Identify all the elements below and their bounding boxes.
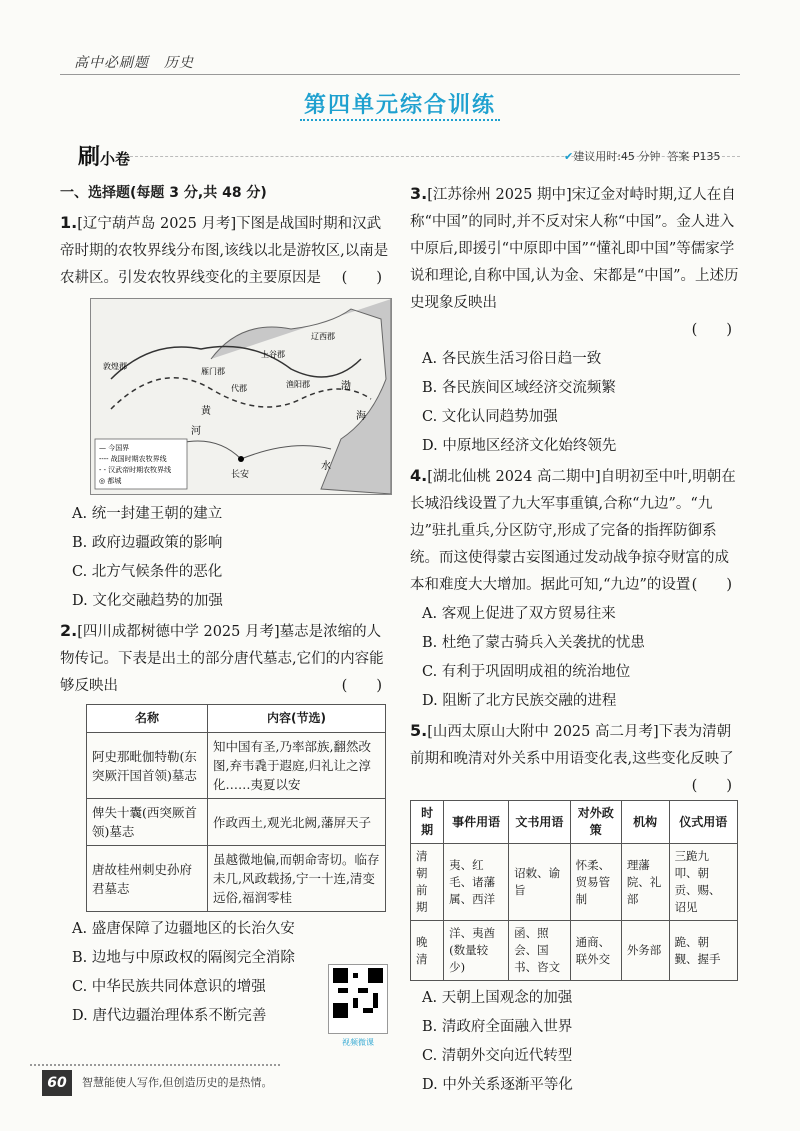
answer-blank[interactable]: ( ) (341, 678, 382, 694)
question-1 (60, 209, 390, 292)
table-cell: 清朝前期 (411, 844, 444, 921)
question-number: 1. (60, 213, 78, 232)
map-label: 代郡 (231, 384, 247, 393)
map-label: 辽西郡 (311, 332, 335, 341)
option-a[interactable]: A. 各民族生活习俗日趋一致 (422, 351, 602, 367)
sea-region (211, 299, 391, 494)
table-cell: 跪、朝觐、握手 (669, 921, 737, 981)
question-text: [湖北仙桃 2024 高二期中]自明初至中叶,明朝在长城沿线设置了九大军事重镇,合称“九边”。“九边”驻扎重兵,分区防守,形成了完备的指挥防御系统。而这使得蒙古妄图通过发动战争掠夺财富的成本和难度大大增加。据此可知,“九边”的设置 (410, 469, 736, 593)
table-row (411, 844, 738, 921)
footer-quote: 智慧能使人写作,但创造历史的是热情。 (82, 1076, 273, 1089)
table-cell: 知中国有圣,乃率部族,翻然改图,弃韦毳于遐庭,归礼让之淳化……夷夏以安 (208, 733, 386, 799)
table-header: 事件用语 (444, 801, 509, 844)
right-column (410, 180, 740, 1101)
answer-blank[interactable]: ( ) (691, 577, 732, 593)
table-cell: 外务部 (621, 921, 669, 981)
table-cell: 三跪九叩、朝贡、赐、诏见 (669, 844, 737, 921)
option-d[interactable]: D. 中外关系逐渐平等化 (422, 1077, 573, 1093)
table-cell: 作政西土,观光北阙,藩屏天子 (208, 799, 386, 846)
qr-label: 视频微课 (342, 1038, 374, 1047)
map-label: 黄 (201, 406, 211, 417)
table-header: 内容(节选) (208, 705, 386, 733)
map-label: 长安 (231, 470, 250, 480)
table-row (87, 846, 386, 912)
section-heading: 一、选择题(每题 3 分,共 48 分) (60, 185, 267, 201)
map-label: 水 (321, 461, 331, 472)
map-label: 渔阳郡 (286, 380, 310, 389)
answer-blank[interactable]: ( ) (691, 322, 732, 338)
brand-logo (78, 140, 130, 171)
question-5 (410, 717, 740, 794)
map-label: 上谷郡 (261, 350, 285, 359)
answer-ref: 答案 P135 (667, 150, 721, 163)
qr-code[interactable] (328, 964, 388, 1047)
table-cell: 阿史那毗伽特勒(东突厥汗国首领)墓志 (87, 733, 208, 799)
table-header: 对外政策 (570, 801, 621, 844)
map-label: 雁门郡 (201, 367, 225, 376)
map-label: 敦煌郡 (103, 362, 127, 371)
han-wudi-line (111, 378, 371, 409)
legend-item: ◎ 都城 (99, 477, 122, 485)
table-cell: 洋、夷酋(数量较少) (444, 921, 509, 981)
question-3 (410, 180, 740, 317)
question-2 (60, 617, 390, 700)
table-header: 机构 (621, 801, 669, 844)
table-cell: 唐故桂州刺史孙府君墓志 (87, 846, 208, 912)
table-cell: 虽越微地偏,而朝命寄切。临存未几,风政载扬,宁一十连,清变远俗,福润零桂 (208, 846, 386, 912)
footer-divider (30, 1064, 280, 1066)
question-number: 5. (410, 721, 428, 740)
question-number: 2. (60, 621, 78, 640)
legend-item: — 今国界 (99, 444, 130, 452)
map-label: 渤 (341, 381, 351, 392)
table-header: 仪式用语 (669, 801, 737, 844)
option-a[interactable]: A. 盛唐保障了边疆地区的长治久安 (72, 921, 295, 937)
legend-item: - - 汉武帝时期农牧界线 (99, 466, 172, 474)
legend-item: ---- 战国时期农牧界线 (99, 455, 167, 463)
table-cell: 怀柔、贸易管制 (570, 844, 621, 921)
table-cell: 晚清 (411, 921, 444, 981)
option-b[interactable]: B. 各民族间区域经济交流频繁 (422, 380, 616, 396)
page-title: 第四单元综合训练 (303, 93, 496, 118)
option-d[interactable]: D. 阻断了北方民族交融的进程 (422, 693, 617, 709)
table-header: 文书用语 (509, 801, 571, 844)
question-number: 4. (410, 466, 428, 485)
answer-blank[interactable]: ( ) (341, 270, 382, 286)
header-divider (60, 74, 740, 75)
table-cell: 函、照会、国书、咨文 (509, 921, 571, 981)
table-row (411, 921, 738, 981)
option-d[interactable]: D. 中原地区经济文化始终领先 (422, 438, 617, 454)
option-d[interactable]: D. 文化交融趋势的加强 (72, 593, 223, 609)
option-b[interactable]: B. 边地与中原政权的隔阂完全消除 (72, 950, 295, 966)
left-column (60, 180, 390, 1047)
table-cell: 通商、联外交 (570, 921, 621, 981)
epitaph-table (86, 704, 386, 912)
page-number: 60 (42, 1070, 72, 1096)
option-b[interactable]: B. 杜绝了蒙古骑兵入关袭扰的忧患 (422, 635, 645, 651)
map-label: 海 (356, 411, 366, 422)
option-c[interactable]: C. 有利于巩固明成祖的统治地位 (422, 664, 631, 680)
question-text: [山西太原山大附中 2025 高二月考]下表为清朝前期和晚清对外关系中用语变化表,这些变化反映了 (410, 724, 734, 767)
option-a[interactable]: A. 客观上促进了双方贸易往来 (422, 606, 616, 622)
option-c[interactable]: C. 北方气候条件的恶化 (72, 564, 223, 580)
history-map (90, 298, 392, 495)
table-cell: 俾失十囊(西突厥首领)墓志 (87, 799, 208, 846)
meta-info (564, 148, 721, 164)
table-cell: 理藩院、礼部 (621, 844, 669, 921)
title-underline (300, 119, 500, 121)
q2-options (60, 916, 390, 1047)
table-cell: 诏敕、谕旨 (509, 844, 571, 921)
capital-icon (238, 456, 244, 462)
option-c[interactable]: C. 文化认同趋势加强 (422, 409, 558, 425)
option-c[interactable]: C. 清朝外交向近代转型 (422, 1048, 573, 1064)
question-text: [四川成都树德中学 2025 月考]墓志是浓缩的人物传记。下表是出土的部分唐代墓志,它们的内容能够反映出 (60, 624, 384, 694)
warring-states-line (111, 347, 361, 380)
time-label: 建议用时:45 分钟 (573, 150, 661, 163)
option-b[interactable]: B. 政府边疆政策的影响 (72, 535, 223, 551)
map-label: 河 (191, 426, 201, 437)
check-icon: ✔ (564, 150, 574, 163)
table-header: 名称 (87, 705, 208, 733)
answer-blank-row (410, 317, 740, 344)
table-row (87, 733, 386, 799)
question-number: 3. (410, 184, 428, 203)
option-c[interactable]: C. 中华民族共同体意识的增强 (72, 979, 266, 995)
brand-logo-big: 刷 (78, 145, 101, 170)
diplomacy-table (410, 800, 738, 981)
answer-blank[interactable]: ( ) (691, 778, 732, 794)
question-4 (410, 462, 740, 599)
qr-icon (333, 968, 383, 1018)
question-text: [辽宁葫芦岛 2025 月考]下图是战国时期和汉武帝时期的农牧界线分布图,该线以北是游牧区,以南是农耕区。引发农牧界线变化的主要原因是 (60, 216, 389, 286)
table-row (87, 799, 386, 846)
option-d[interactable]: D. 唐代边疆治理体系不断完善 (72, 1008, 267, 1024)
question-text: [江苏徐州 2025 期中]宋辽金对峙时期,辽人在自称“中国”的同时,并不反对宋人称“中国”。金人进入中原后,即援引“中原即中国”“懂礼即中国”等儒家学说和理论,自称中国,认为金、宋都是“中国”。上述历史现象反映出 (410, 187, 739, 311)
option-a[interactable]: A. 天朝上国观念的加强 (422, 990, 573, 1006)
brand-logo-small: 小卷 (100, 150, 131, 168)
table-header: 时期 (411, 801, 444, 844)
option-a[interactable]: A. 统一封建王朝的建立 (72, 506, 223, 522)
running-header: 高中必刷题 历史 (74, 55, 194, 71)
table-cell: 夷、红毛、诸藩属、西洋 (444, 844, 509, 921)
option-b[interactable]: B. 清政府全面融入世界 (422, 1019, 573, 1035)
